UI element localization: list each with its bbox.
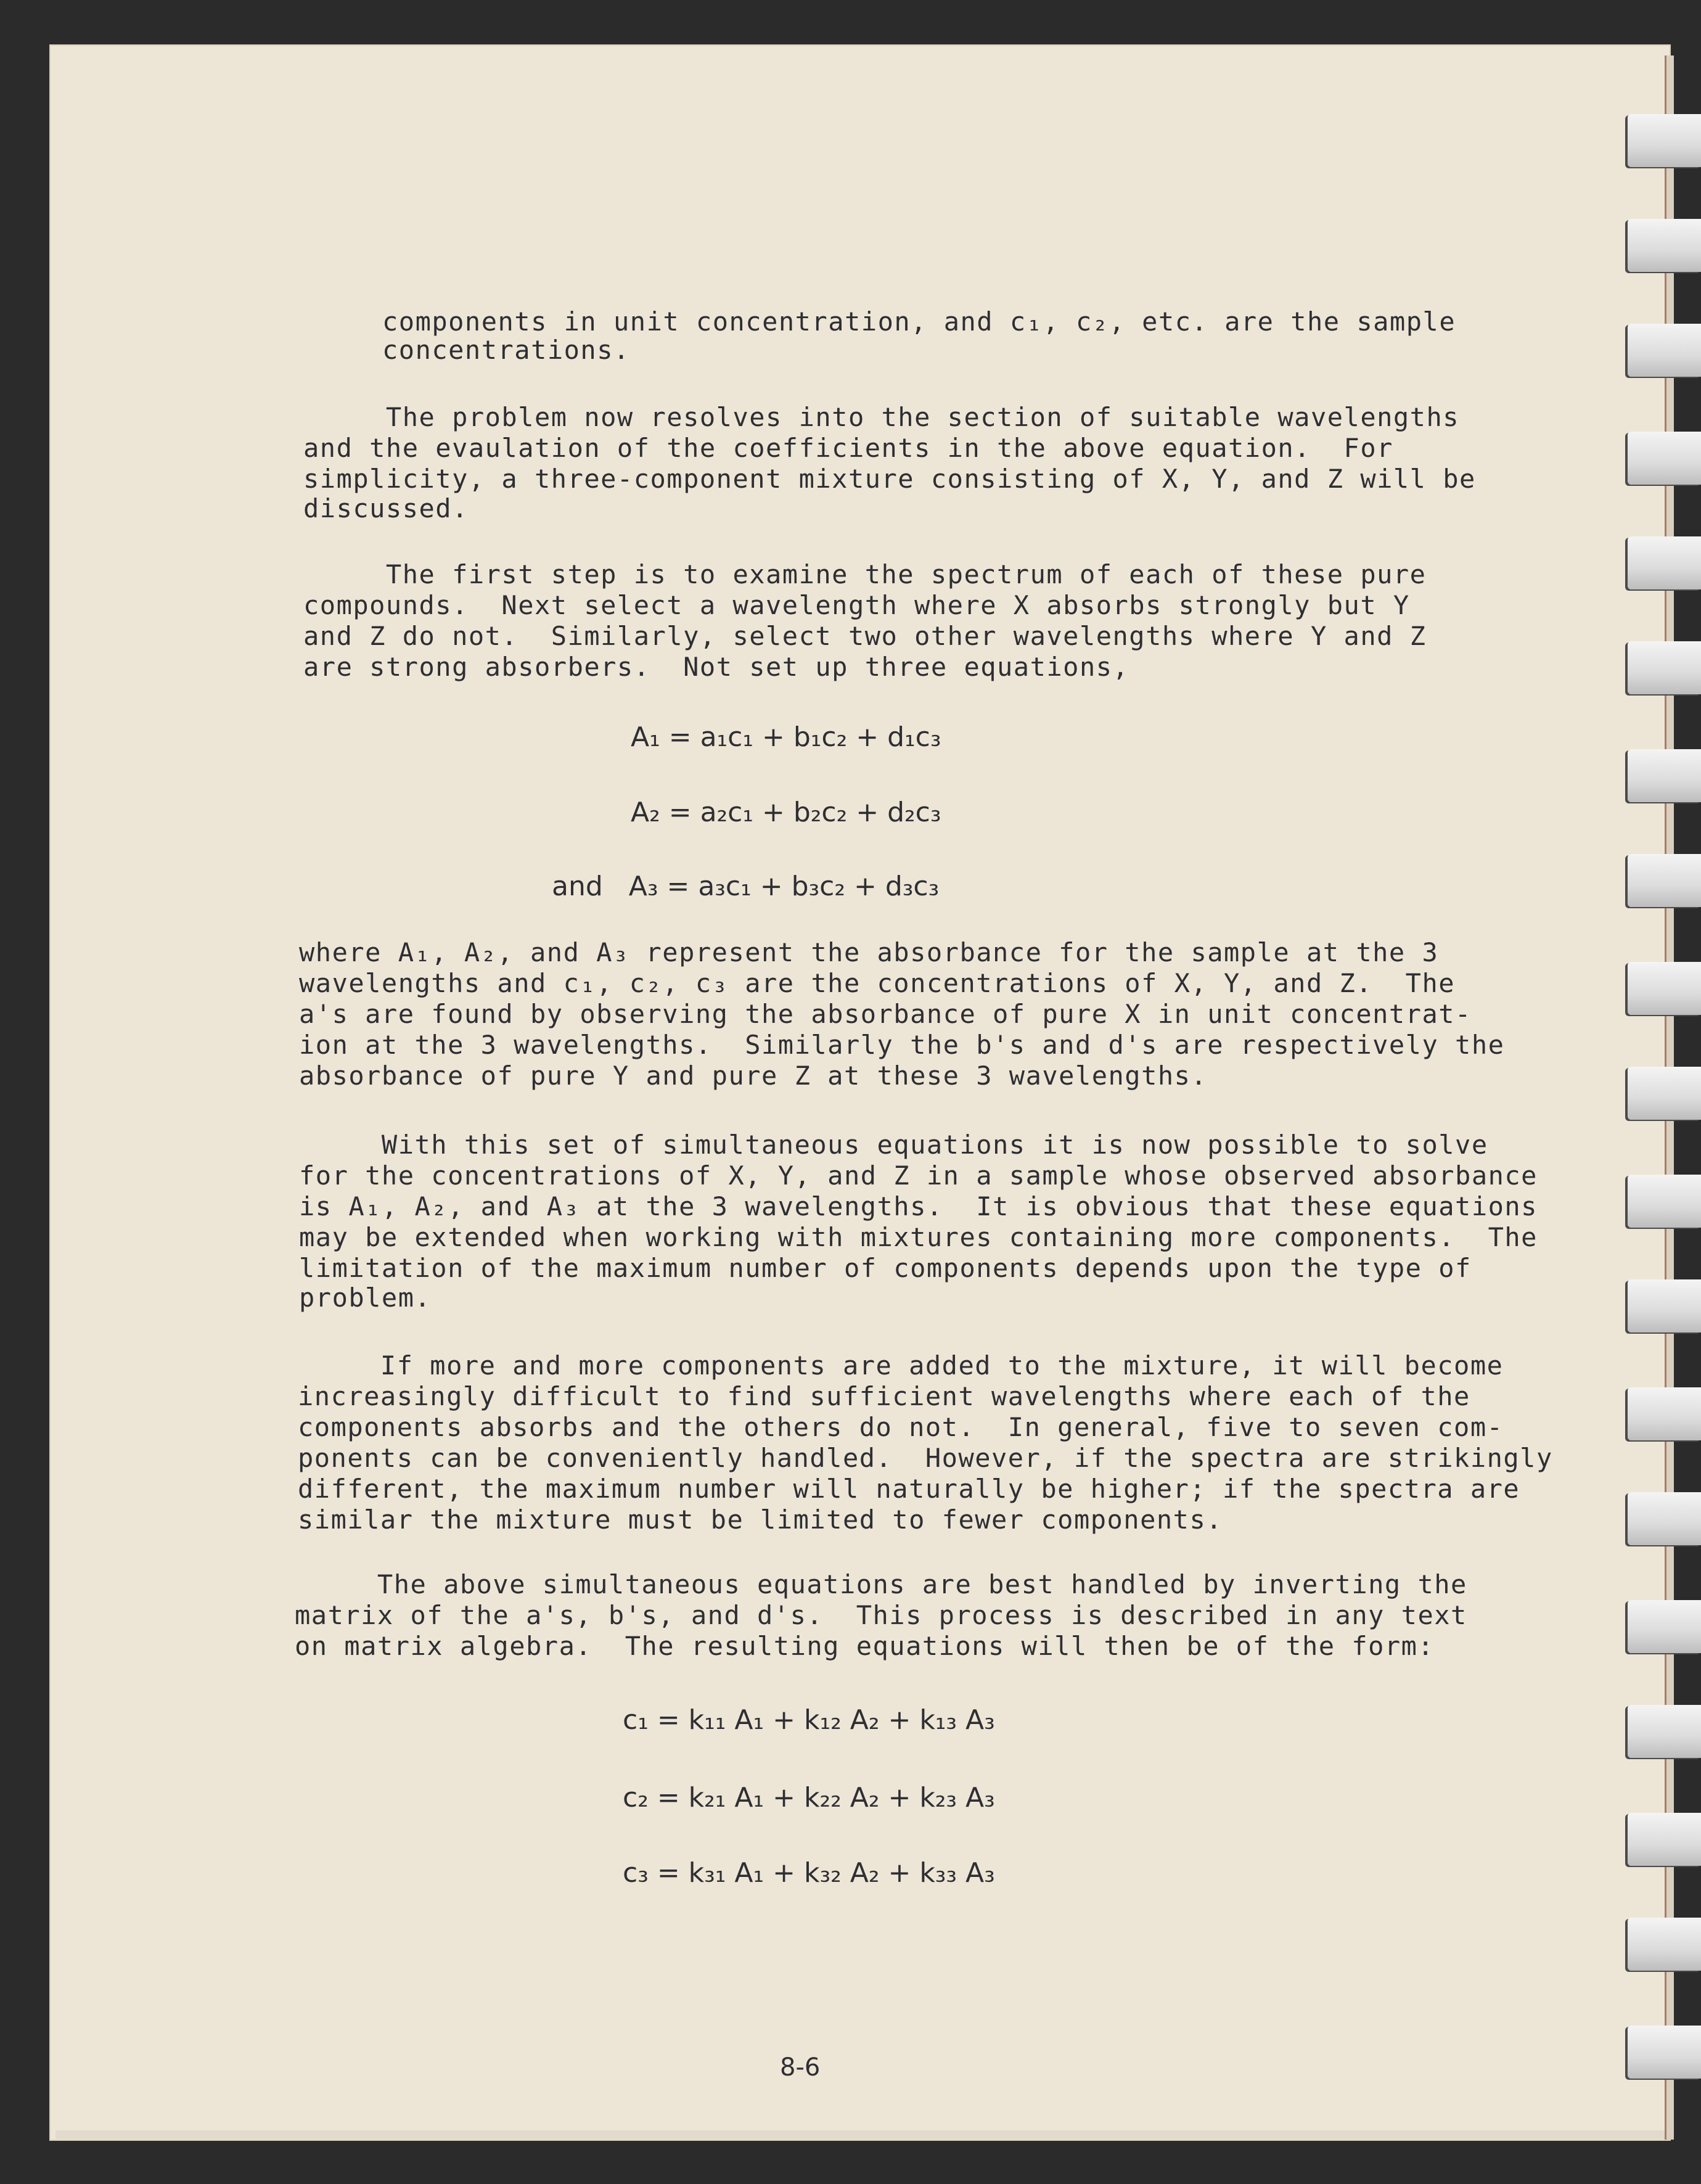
binding-ring <box>1628 1600 1701 1653</box>
binding-ring <box>1628 114 1701 167</box>
paragraph-line: ion at the 3 wavelengths. Similarly the b's and d's are respectively the <box>299 1030 1505 1060</box>
paragraph-line: simplicity, a three-component mixture consisting of X, Y, and Z will be <box>303 464 1476 494</box>
paragraph-line: is A₁, A₂, and A₃ at the 3 wavelengths. It is obvious that these equations <box>299 1191 1538 1221</box>
paragraph-line: discussed. <box>303 493 469 523</box>
paragraph-line: are strong absorbers. Not set up three equations, <box>303 652 1129 682</box>
binding-ring <box>1628 1067 1701 1120</box>
paragraph-line: different, the maximum number will naturally be higher; if the spectra are <box>298 1474 1520 1504</box>
binding-ring <box>1628 641 1701 694</box>
paragraph-line: concentrations. <box>382 335 630 365</box>
binding-ring <box>1628 1175 1701 1228</box>
binding-ring <box>1628 2026 1701 2079</box>
paragraph-line: limitation of the maximum number of components depends upon the type of <box>299 1253 1472 1283</box>
binding-ring <box>1628 1279 1701 1332</box>
paragraph-line: may be extended when working with mixtures containing more components. The <box>299 1222 1538 1252</box>
paragraph-line: The first step is to examine the spectrum of each of these pure <box>303 559 1427 589</box>
binding-ring <box>1628 1705 1701 1758</box>
binding-ring <box>1628 854 1701 907</box>
paragraph-line: where A₁, A₂, and A₃ represent the absorbance for the sample at the 3 <box>299 937 1439 967</box>
binding-ring <box>1628 432 1701 485</box>
binding-ring <box>1628 324 1701 377</box>
paragraph-line: a's are found by observing the absorbance of pure X in unit concentrat- <box>299 999 1472 1029</box>
equation: A₂ = a₂c₁ + b₂c₂ + d₂c₃ <box>631 797 941 828</box>
paragraph-line: compounds. Next select a wavelength where X absorbs strongly but Y <box>303 590 1410 620</box>
binding-ring <box>1628 1918 1701 1971</box>
paragraph-line: components in unit concentration, and c₁, c₂, etc. are the sample <box>382 306 1456 337</box>
binding-ring <box>1628 749 1701 802</box>
binding-ring <box>1628 1813 1701 1866</box>
paragraph-line: If more and more components are added to the mixture, it will become <box>298 1350 1504 1381</box>
page-bottom-edge <box>55 2130 1665 2139</box>
equation: A₁ = a₁c₁ + b₁c₂ + d₁c₃ <box>631 721 941 753</box>
page-number: 8-6 <box>780 2053 821 2082</box>
equation: c₂ = k₂₁ A₁ + k₂₂ A₂ + k₂₃ A₃ <box>623 1782 995 1813</box>
equation: c₃ = k₃₁ A₁ + k₃₂ A₂ + k₃₃ A₃ <box>623 1857 995 1889</box>
notebook-page <box>49 44 1671 2141</box>
binding-ring <box>1628 962 1701 1015</box>
paragraph-line: components absorbs and the others do not. In general, five to seven com- <box>298 1412 1504 1442</box>
equation: c₁ = k₁₁ A₁ + k₁₂ A₂ + k₁₃ A₃ <box>623 1704 995 1736</box>
paragraph-line: The problem now resolves into the section of suitable wavelengths <box>303 402 1460 432</box>
paragraph-line: on matrix algebra. The resulting equations will then be of the form: <box>295 1631 1435 1661</box>
paragraph-line: absorbance of pure Y and pure Z at these 3 wavelengths. <box>299 1061 1208 1091</box>
paragraph-line: and the evaulation of the coefficients in the above equation. For <box>303 433 1393 463</box>
paragraph-line: matrix of the a's, b's, and d's. This process is described in any text <box>295 1600 1467 1630</box>
binding-ring <box>1628 1387 1701 1440</box>
binding-ring <box>1628 219 1701 272</box>
paragraph-line: The above simultaneous equations are best handled by inverting the <box>295 1569 1467 1599</box>
paragraph-line: With this set of simultaneous equations it is now possible to solve <box>299 1130 1488 1160</box>
paragraph-line: increasingly difficult to find sufficient wavelengths where each of the <box>298 1381 1470 1411</box>
binding-ring <box>1628 1492 1701 1545</box>
paragraph-line: ponents can be conveniently handled. However, if the spectra are strikingly <box>298 1443 1553 1473</box>
equation: and A₃ = a₃c₁ + b₃c₂ + d₃c₃ <box>552 871 940 902</box>
paragraph-line: and Z do not. Similarly, select two other wavelengths where Y and Z <box>303 621 1427 651</box>
paragraph-line: problem. <box>299 1283 432 1313</box>
paragraph-line: wavelengths and c₁, c₂, c₃ are the concentrations of X, Y, and Z. The <box>299 968 1456 998</box>
paragraph-line: similar the mixture must be limited to fewer components. <box>298 1505 1223 1535</box>
paragraph-line: for the concentrations of X, Y, and Z in a sample whose observed absorbance <box>299 1160 1538 1191</box>
binding-ring <box>1628 536 1701 589</box>
